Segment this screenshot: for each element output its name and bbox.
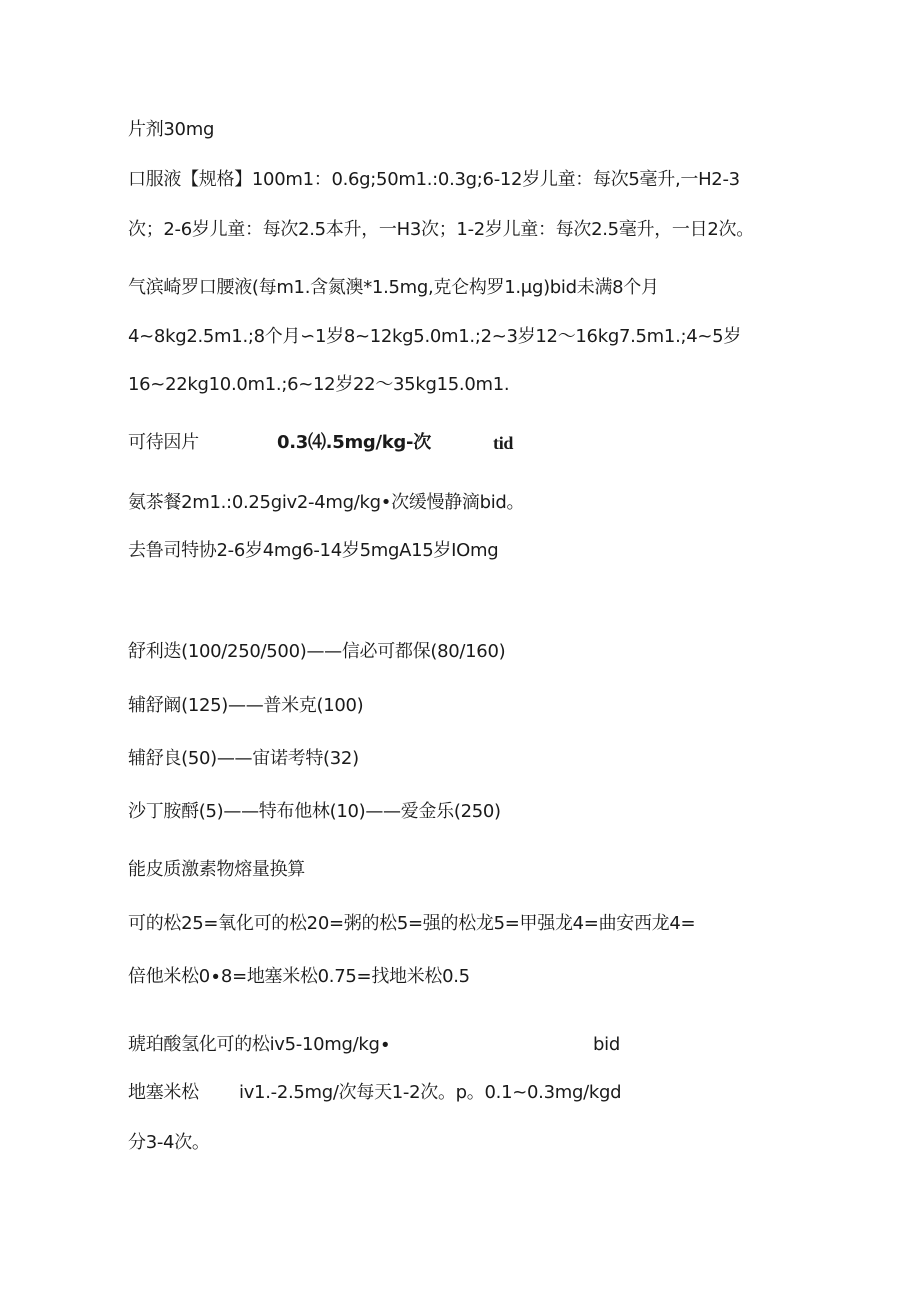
dexamethasone-name: 地塞米松 [128,1082,199,1103]
text-line-weight-dosing-2: 16~22kg10.0m1.;6~12岁22～35kg15.0m1. [128,374,510,395]
hydrocortisone-frequency: bid [593,1034,620,1055]
codeine-name: 可待因片 [128,432,199,453]
text-line-montelukast: 去鲁司特协2-6岁4mg6-14岁5mgA15岁IOmg [128,540,499,561]
text-line-compound-solution: 气滨崎罗口腰液(每m1.含氮澳*1.5mg,克仑构罗1.μg)bid未满8个月 [128,277,659,298]
text-line-aminophylline: 氨茶餐2m1.:0.25giv2-4mg/kg•次缓慢静滴bid。 [128,492,525,513]
section-heading-steroid-conversion: 能皮质激素物熔量换算 [128,859,305,880]
dexamethasone-dose: iv1.-2.5mg/次每天1-2次。p。0.1~0.3mg∕kgd [239,1082,622,1103]
codeine-dose: 0.3⑷.5mg∕kg-次 [277,432,431,453]
text-line-weight-dosing-1: 4~8kg2.5m1.;8个月∽1岁8~12kg5.0m1.;2~3岁12～16kg7.5m1.;4~5岁 [128,326,742,347]
hydrocortisone-dose: 琥珀酸氢化可的松iv5-10mg/kg∙ [128,1034,391,1055]
text-line-steroid-conversion-2: 倍他米松0∙8=地塞米松0.75=找地米松0.5 [128,966,470,987]
text-line-inhaler-equivalence-3: 辅舒良(50)——宙诺考特(32) [128,748,359,769]
text-line-steroid-conversion-1: 可的松25=氧化可的松20=粥的松5=强的松龙5=甲强龙4=曲安西龙4= [128,913,696,934]
text-line-pediatric-dosing: 次；2-6岁儿童：每次2.5本升，一H3次；1-2岁儿童：每次2.5毫升，一日2次。 [128,219,754,240]
text-line-inhaler-equivalence-1: 舒利迭(100/250/500)——信必可都保(80/160) [128,641,506,662]
text-line-tablet: 片剂30mg [128,119,215,140]
text-line-oral-solution-spec: 口服液【规格】100m1：0.6g;50m1.:0.3g;6-12岁儿童：每次5毫升,一H2-3 [128,169,740,190]
text-line-inhaler-equivalence-2: 辅舒阚(125)——普米克(100) [128,695,364,716]
text-line-inhaler-equivalence-4: 沙丁胺酹(5)——特布他林(10)——爱金乐(250) [128,801,501,822]
codeine-frequency: tid [493,433,514,453]
text-line-dexamethasone-divided: 分3-4次。 [128,1132,210,1153]
